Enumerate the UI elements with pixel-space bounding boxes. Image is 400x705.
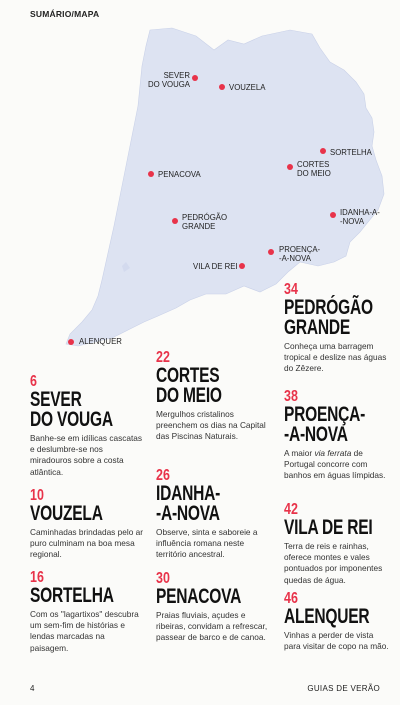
map-marker-alenquer[interactable] (68, 339, 74, 345)
map-label-vila-de-rei: VILA DE REI (193, 262, 238, 271)
entry-description: Banhe-se em idílicas cascatas e deslumbre-se nos miradouros sobre a costa atlântica. (30, 433, 143, 477)
entry-sortelha (30, 570, 145, 654)
entry-number: 38 (284, 388, 298, 405)
entry-vouzela (30, 488, 145, 561)
entry-description: Observe, sinta e saboreie a influência romana neste território ancestral. (156, 527, 258, 560)
entry-title: IDANHA- -A-NOVA (156, 482, 221, 525)
page-number: 4 (30, 684, 35, 693)
map-marker-penacova[interactable] (148, 171, 154, 177)
entry-number: 30 (156, 570, 170, 587)
entry-penacova (156, 571, 268, 644)
map-label-sever-do-vouga: SEVER DO VOUGA (147, 71, 190, 89)
map-marker-vouzela[interactable] (219, 84, 225, 90)
entry-title: CORTES DO MEIO (156, 364, 222, 407)
entry-alenquer (284, 591, 389, 652)
entry-title: PEDRÓGÃO GRANDE (284, 296, 373, 339)
entry-pedrogao-grande (284, 282, 389, 375)
map-marker-sever-do-vouga[interactable] (192, 75, 198, 81)
entry-title: PROENÇA- -A-NOVA (284, 403, 366, 446)
entry-cortes-do-meio (156, 350, 268, 443)
map-label-vouzela: VOUZELA (229, 83, 266, 92)
map-marker-cortes-do-meio[interactable] (287, 164, 293, 170)
entry-title: SEVER DO VOUGA (30, 388, 113, 431)
map-marker-pedrogao-grande[interactable] (172, 218, 178, 224)
entry-description: Terra de reis e rainhas, oferece montes e vales pontuados por imponentes quedas de água. (284, 541, 383, 585)
publication-name: GUIAS DE VERÃO (307, 684, 380, 693)
map-marker-proenca-a-nova[interactable] (268, 249, 274, 255)
entry-description: Mergulhos cristalinos preenchem os dias na Capital das Piscinas Naturais. (156, 409, 266, 442)
entry-sever-do-vouga (30, 374, 145, 478)
entry-proenca-a-nova (284, 389, 389, 482)
entry-title: ALENQUER (284, 605, 370, 628)
map-label-idanha-a-nova: IDANHA-A- -NOVA (340, 208, 380, 226)
entry-description: Conheça uma barragem tropical e deslize nas águas do Zêzere. (284, 341, 387, 374)
entry-vila-de-rei (284, 502, 389, 586)
map-label-sortelha: SORTELHA (330, 148, 372, 157)
section-header: SUMÁRIO/MAPA (30, 9, 100, 19)
entry-number: 42 (284, 501, 298, 518)
entry-description: Praias fluviais, açudes e ribeiras, convidam a refrescar, passear de barco e de canoa. (156, 610, 268, 643)
entry-description: Com os "lagartixos" descubra um sem-fim de histórias e lendas marcadas na paisagem. (30, 609, 139, 653)
entry-description: Caminhadas brindadas pelo ar puro culminam na boa mesa regional. (30, 527, 144, 560)
entry-title: PENACOVA (156, 585, 242, 608)
entry-title: SORTELHA (30, 584, 114, 607)
map-label-pedrogao-grande: PEDRÓGÃO GRANDE (182, 213, 228, 231)
entry-number: 22 (156, 349, 170, 366)
entry-number: 6 (30, 373, 37, 390)
entry-number: 34 (284, 281, 298, 298)
map-label-penacova: PENACOVA (158, 170, 201, 179)
map-label-cortes-do-meio: CORTES DO MEIO (297, 160, 331, 178)
entry-title: VOUZELA (30, 502, 103, 525)
map-marker-vila-de-rei[interactable] (239, 263, 245, 269)
entry-description: A maior via ferrata de Portugal concorre com banhos em águas límpidas. (284, 448, 386, 481)
entry-number: 26 (156, 467, 170, 484)
map-marker-sortelha[interactable] (320, 148, 326, 154)
entry-title: VILA DE REI (284, 516, 373, 539)
map-marker-idanha-a-nova[interactable] (330, 212, 336, 218)
map-label-proenca-a-nova: PROENÇA- -A-NOVA (279, 245, 321, 263)
entry-number: 10 (30, 487, 44, 504)
map-label-alenquer: ALENQUER (79, 337, 122, 346)
entry-number: 46 (284, 590, 298, 607)
entry-idanha-a-nova (156, 468, 268, 561)
entry-number: 16 (30, 569, 44, 586)
entry-description: Vinhas a perder de vista para visitar de copo na mão. (284, 630, 389, 652)
